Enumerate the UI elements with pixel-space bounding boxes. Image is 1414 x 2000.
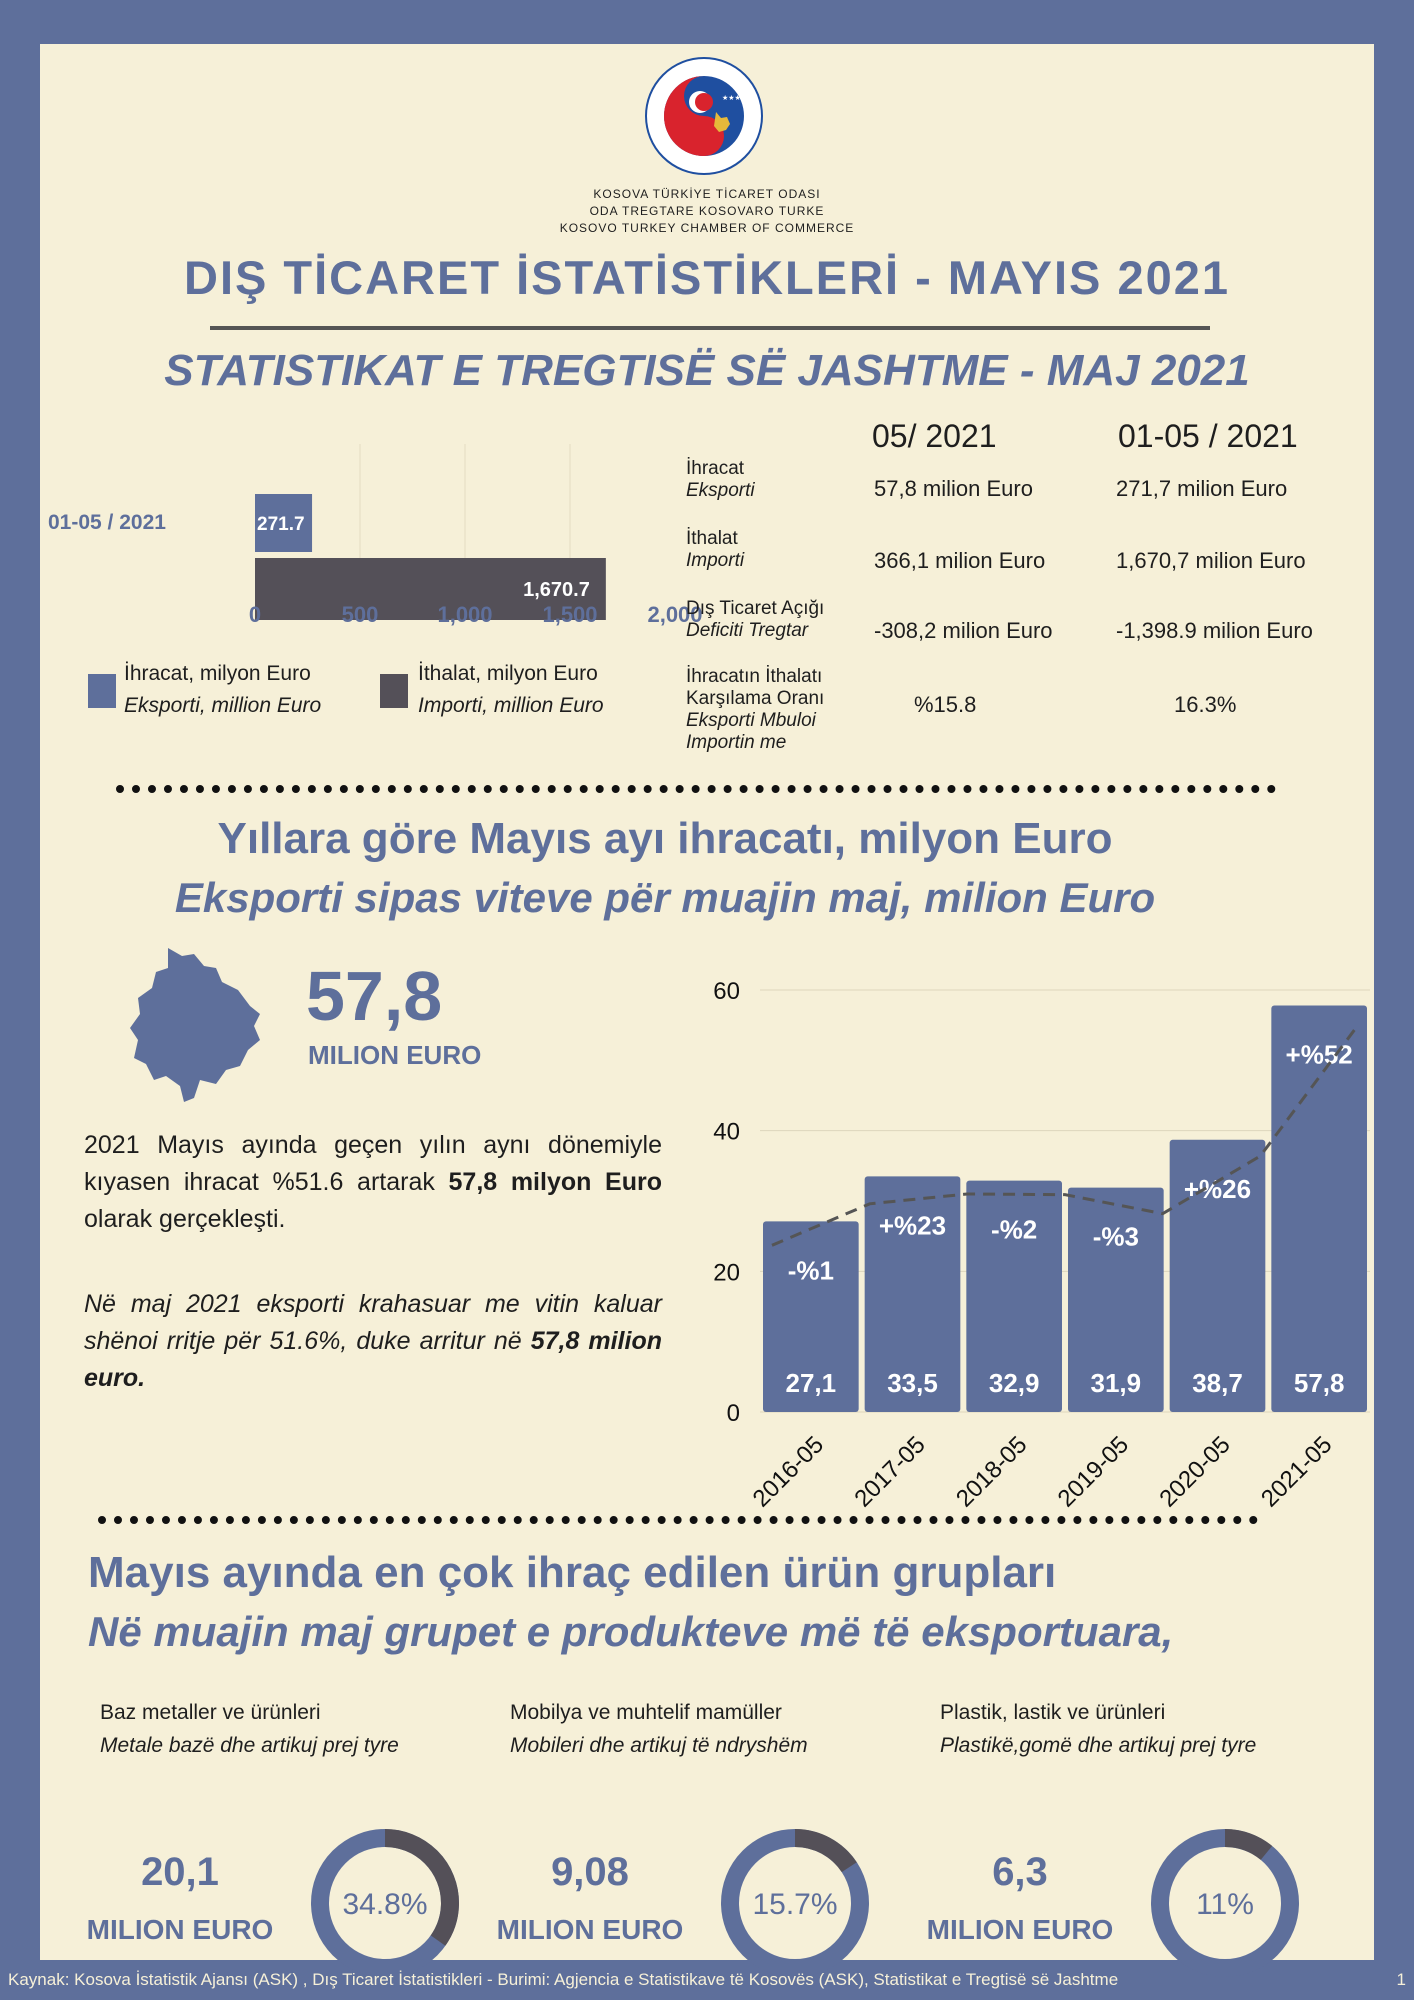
summary-axis-tick: 2,000 xyxy=(647,602,703,627)
donut-percent-label: 34.8% xyxy=(342,1888,428,1921)
footer-page-number: 1 xyxy=(1396,1970,1406,1989)
stats-coverage-month: %15.8 xyxy=(914,692,977,717)
legend-import-tr: İthalat, milyon Euro xyxy=(418,662,598,685)
summary-axis-tick: 1,500 xyxy=(542,602,598,627)
stats-label-import xyxy=(686,528,744,572)
y-tick-label: 60 xyxy=(713,978,740,1005)
y-tick-label: 0 xyxy=(726,1400,740,1427)
bar-change-label: -%1 xyxy=(787,1255,834,1286)
stats-col-header-period: 01-05 / 2021 xyxy=(1118,418,1298,454)
group-unit: MILION EURO xyxy=(86,1914,274,1945)
legend-swatch-import xyxy=(380,674,408,708)
stats-deficit-month: -308,2 milion Euro xyxy=(874,618,1053,643)
stats-label-tr: İhracat xyxy=(686,458,745,479)
y-tick-label: 20 xyxy=(713,1259,740,1287)
page-title: DIŞ TİCARET İSTATİSTİKLERİ - MAYIS 2021 xyxy=(184,251,1230,304)
summary-paragraph-tr xyxy=(84,1127,662,1238)
svg-text:★★★★: ★★★★ xyxy=(722,94,748,102)
section2-heading-sq: Eksporti sipas viteve për muajin maj, milion Euro xyxy=(174,874,1156,921)
stats-label-export xyxy=(686,458,755,502)
stats-label-tr: Karşılama Oranı xyxy=(686,688,825,709)
footer xyxy=(0,1960,1414,2000)
group-donut xyxy=(720,1828,870,1978)
stats-label-tr: Dış Ticaret Açığı xyxy=(686,598,825,619)
group-label-tr: Plastik, lastik ve ürünleri xyxy=(940,1701,1166,1724)
bar-summary-category: 01-05 / 2021 xyxy=(48,511,166,534)
stats-col-header-month: 05/ 2021 xyxy=(872,418,997,454)
stats-label-sq: Importi xyxy=(686,550,745,571)
group-unit: MILION EURO xyxy=(496,1914,684,1945)
x-tick-label: 2019-05 xyxy=(1052,1431,1135,1513)
summary-axis-tick: 0 xyxy=(248,602,262,627)
stats-label-coverage xyxy=(686,666,824,754)
stats-label-tr: İthalat xyxy=(686,528,738,549)
group-label-tr: Baz metaller ve ürünleri xyxy=(100,1701,321,1724)
para-sq-text: Në maj 2021 eksporti krahasuar me vitin kaluar shënoi rritje për 51.6%, duke arritur në xyxy=(84,1290,662,1355)
stats-label-sq: Deficiti Tregtar xyxy=(686,620,809,641)
group-label xyxy=(940,1696,1256,1762)
summary-axis-tick: 500 xyxy=(341,602,379,627)
group-value: 20,1 xyxy=(141,1850,219,1894)
x-tick-label: 2017-05 xyxy=(849,1431,931,1513)
summary-bar-chart xyxy=(200,444,660,624)
chamber-logo xyxy=(644,56,764,176)
yearly-export-chart xyxy=(700,920,1380,1520)
bar-value-label: 38,7 xyxy=(1192,1368,1243,1398)
group-label-tr: Mobilya ve muhtelif mamüller xyxy=(510,1701,782,1724)
legend-import-sq: Importi, million Euro xyxy=(418,694,604,717)
bar-export-label: 271.7 xyxy=(257,514,305,535)
group-label-sq: Plastikë,gomë dhe artikuj prej tyre xyxy=(940,1734,1257,1757)
section3-heading-sq: Në muajin maj grupet e produkteve më të eksportuara, xyxy=(88,1608,1174,1655)
bar-value-label: 33,5 xyxy=(887,1368,938,1398)
summary-axis-ticks xyxy=(200,602,703,632)
org-names xyxy=(40,186,1374,237)
bar-value-label: 57,8 xyxy=(1293,1368,1345,1398)
para-tr-text: 2021 Mayıs ayında geçen yılın aynı dönemiyle kıyasen ihracat %51.6 artarak xyxy=(84,1131,662,1196)
legend-export-tr: İhracat, milyon Euro xyxy=(124,662,311,685)
stats-export-month: 57,8 milion Euro xyxy=(874,476,1033,501)
para-tr-text-end: olarak gerçekleşti. xyxy=(84,1205,286,1233)
x-tick-label: 2020-05 xyxy=(1154,1431,1236,1513)
bar-change-label: +%23 xyxy=(878,1210,947,1241)
bar-value-label: 31,9 xyxy=(1090,1368,1142,1398)
group-value: 9,08 xyxy=(551,1850,629,1894)
stats-label-sq: Eksporti xyxy=(686,480,755,501)
footer-source: Kaynak: Kosova İstatistik Ajansı (ASK) , Dış Ticaret İstatistikleri - Burimi: Agjencia e Statistikave të Kosovës (ASK), Statistikat e Tregtisë së Jashtme xyxy=(8,1970,1119,1989)
section-divider xyxy=(98,1516,1258,1524)
stats-label-deficit xyxy=(686,598,824,642)
summary-paragraph-sq xyxy=(84,1286,662,1397)
stats-import-period: 1,670,7 milion Euro xyxy=(1116,548,1306,573)
legend-import xyxy=(418,658,604,722)
kosovo-map-icon xyxy=(120,944,270,1104)
group-value: 6,3 xyxy=(992,1850,1048,1894)
group-donut xyxy=(310,1828,460,1978)
group-label-sq: Metale bazë dhe artikuj prej tyre xyxy=(100,1734,399,1757)
stats-coverage-period: 16.3% xyxy=(1174,692,1237,717)
para-tr-highlight: 57,8 milyon Euro xyxy=(448,1168,662,1196)
bar-change-label: +%26 xyxy=(1183,1173,1252,1204)
section-divider xyxy=(116,785,1276,793)
stats-label-tr: İhracatın İthalatı xyxy=(686,666,823,687)
org-name-tr: KOSOVA TÜRKİYE TİCARET ODASI xyxy=(593,187,821,201)
x-tick-label: 2018-05 xyxy=(951,1431,1033,1513)
summary-axis-tick: 1,000 xyxy=(437,602,493,627)
big-export-value: 57,8 xyxy=(306,957,443,1035)
bar-import-label: 1,670.7 xyxy=(523,579,590,601)
legend-swatch-export xyxy=(88,674,116,708)
title-divider xyxy=(210,326,1210,330)
bar-change-label: -%3 xyxy=(1092,1221,1139,1252)
section2-heading-tr: Yıllara göre Mayıs ayı ihracatı, milyon Euro xyxy=(217,814,1113,863)
section3-heading-tr: Mayıs ayında en çok ihraç edilen ürün grupları xyxy=(88,1548,1057,1597)
donut-percent-label: 11% xyxy=(1196,1888,1254,1921)
y-tick-label: 40 xyxy=(713,1118,740,1146)
x-tick-label: 2021-05 xyxy=(1256,1431,1338,1513)
org-name-en: KOSOVO TURKEY CHAMBER OF COMMERCE xyxy=(559,221,855,235)
big-export-unit: MILION EURO xyxy=(308,1040,482,1070)
bar-value-label: 27,1 xyxy=(785,1368,837,1398)
para-sq-highlight: 57,8 milion euro. xyxy=(84,1327,662,1392)
bar-change-label: -%2 xyxy=(991,1214,1038,1245)
bar-value-label: 32,9 xyxy=(988,1368,1040,1398)
page-subtitle: STATISTIKAT E TREGTISË SË JASHTME - MAJ 2021 xyxy=(164,346,1250,395)
trend-line xyxy=(772,1025,1358,1245)
stats-deficit-period: -1,398.9 milion Euro xyxy=(1116,618,1313,643)
stats-import-month: 366,1 milion Euro xyxy=(874,548,1046,573)
group-label-sq: Mobileri dhe artikuj të ndryshëm xyxy=(510,1734,808,1757)
org-name-sq: ODA TREGTARE KOSOVARO TURKE xyxy=(589,204,825,218)
x-tick-label: 2016-05 xyxy=(747,1431,830,1513)
group-label xyxy=(510,1696,808,1762)
stats-export-period: 271,7 milion Euro xyxy=(1116,476,1288,501)
group-unit: MILION EURO xyxy=(926,1914,1114,1945)
legend-export-sq: Eksporti, million Euro xyxy=(124,694,322,717)
stats-label-sq: Importin me xyxy=(686,732,787,753)
group-label xyxy=(100,1696,399,1762)
group-donut xyxy=(1150,1828,1300,1978)
stats-label-sq: Eksporti Mbuloi xyxy=(686,710,816,731)
bar-change-label: +%52 xyxy=(1285,1039,1353,1070)
infographic-page xyxy=(40,44,1374,1960)
donut-percent-label: 15.7% xyxy=(752,1888,838,1921)
legend-export xyxy=(124,658,321,722)
